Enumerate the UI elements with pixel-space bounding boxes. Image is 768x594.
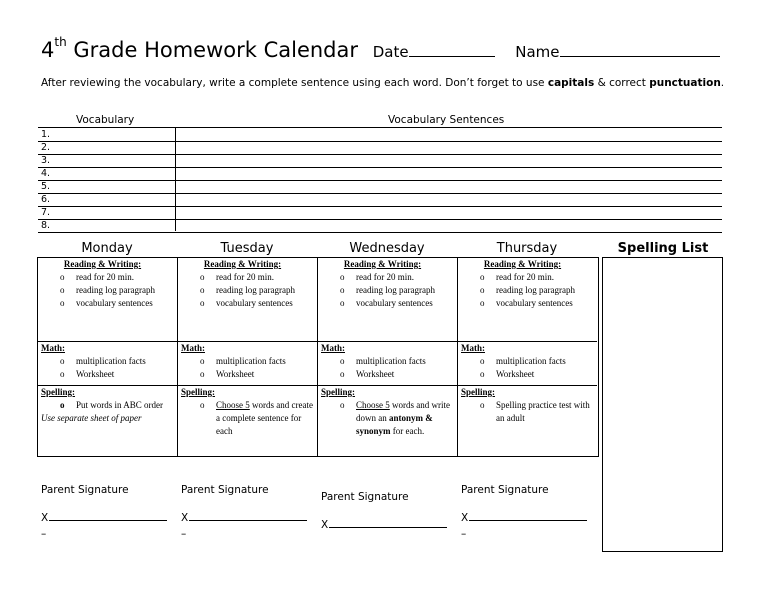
list-item: o multiplication facts — [340, 355, 457, 368]
row-number: 8. — [41, 220, 51, 231]
list-item: o read for 20 min. — [480, 271, 597, 284]
item-text: words and write down an — [356, 400, 450, 423]
spelling-label: Spelling: — [321, 387, 356, 397]
signature-field[interactable] — [329, 516, 447, 528]
vocab-row[interactable] — [38, 206, 722, 220]
math-label: Math: — [461, 343, 485, 353]
homework-calendar — [37, 257, 599, 457]
row-number: 3. — [41, 155, 51, 166]
reading-section — [318, 258, 457, 342]
reading-section — [178, 258, 317, 342]
vocab-row[interactable] — [38, 193, 722, 207]
wednesday-column — [318, 258, 458, 456]
reading-label: Reading & Writing: — [483, 259, 562, 269]
signature-dash: – — [41, 528, 47, 540]
day-header-monday: Monday — [81, 241, 133, 256]
list-item: o reading log paragraph — [60, 284, 177, 297]
math-label: Math: — [321, 343, 345, 353]
list-item: o Spelling practice test with an adult — [480, 399, 597, 425]
parent-signature-wednesday — [321, 491, 447, 531]
spelling-section — [458, 386, 597, 456]
signature-label: Parent Signature — [181, 484, 269, 496]
spelling-section — [318, 386, 457, 456]
title-text: Grade Homework Calendar — [66, 38, 359, 62]
vocab-row[interactable] — [38, 180, 722, 194]
signature-field[interactable] — [49, 509, 167, 521]
signature-x: X — [181, 512, 189, 524]
name-label: Name — [515, 43, 560, 61]
page-title — [41, 35, 720, 62]
signature-label: Parent Signature — [461, 484, 549, 496]
spelling-label: Spelling: — [41, 387, 76, 397]
parent-signature-tuesday — [181, 484, 307, 540]
row-number: 4. — [41, 168, 51, 179]
spelling-label: Spelling: — [181, 387, 216, 397]
date-field[interactable] — [409, 40, 495, 57]
list-item: o read for 20 min. — [60, 271, 177, 284]
list-item: o Worksheet — [340, 368, 457, 381]
vocabulary-header: Vocabulary — [76, 114, 135, 126]
instructions-text-3: . — [720, 77, 725, 89]
list-item: o multiplication facts — [200, 355, 317, 368]
list-item: o reading log paragraph — [480, 284, 597, 297]
vocab-row[interactable] — [38, 127, 722, 142]
signature-dash: – — [461, 528, 467, 540]
math-label: Math: — [41, 343, 65, 353]
row-number: 2. — [41, 142, 51, 153]
row-number: 7. — [41, 207, 51, 218]
list-item: o vocabulary sentences — [60, 297, 177, 310]
signature-field[interactable] — [469, 509, 587, 521]
underlined-text: Choose 5 — [216, 400, 250, 410]
list-item: o Worksheet — [200, 368, 317, 381]
vocab-row[interactable] — [38, 167, 722, 181]
reading-section — [38, 258, 177, 342]
row-number: 5. — [41, 181, 51, 192]
spelling-label: Spelling: — [461, 387, 496, 397]
list-item: o vocabulary sentences — [340, 297, 457, 310]
parent-signature-monday — [41, 484, 167, 540]
instructions — [41, 76, 727, 90]
signature-x: X — [461, 512, 469, 524]
list-item: o multiplication facts — [60, 355, 177, 368]
item-text: for each. — [390, 426, 425, 436]
monday-column — [38, 258, 178, 456]
day-header-thursday: Thursday — [496, 241, 558, 256]
list-item: o read for 20 min. — [200, 271, 317, 284]
list-item: o vocabulary sentences — [200, 297, 317, 310]
spelling-section — [38, 386, 177, 456]
instructions-bold-capitals: capitals — [547, 77, 595, 89]
math-label: Math: — [181, 343, 205, 353]
signature-dash: – — [181, 528, 187, 540]
list-item: o vocabulary sentences — [480, 297, 597, 310]
list-item — [200, 399, 317, 438]
underlined-text: Choose 5 — [356, 400, 390, 410]
signature-x: X — [41, 512, 49, 524]
spelling-section — [178, 386, 317, 456]
math-section — [38, 342, 177, 386]
reading-label: Reading & Writing: — [63, 259, 142, 269]
reading-label: Reading & Writing: — [343, 259, 422, 269]
instructions-bold-punctuation: punctuation — [649, 77, 721, 89]
row-number: 6. — [41, 194, 51, 205]
instructions-text-2: & correct — [594, 77, 650, 89]
vocabulary-sentences-header: Vocabulary Sentences — [388, 114, 505, 126]
signature-line[interactable] — [321, 516, 447, 531]
signature-line[interactable] — [461, 509, 587, 524]
list-item: o multiplication facts — [480, 355, 597, 368]
math-section — [318, 342, 457, 386]
spelling-note: Use separate sheet of paper — [41, 413, 142, 423]
list-item: o Put words in ABC order — [60, 399, 177, 412]
day-header-tuesday: Tuesday — [220, 241, 274, 256]
signature-line[interactable] — [41, 509, 167, 524]
spelling-list-title: Spelling List — [617, 241, 709, 256]
signature-x: X — [321, 519, 329, 531]
vocab-row[interactable] — [38, 141, 722, 155]
day-header-wednesday: Wednesday — [349, 241, 425, 256]
reading-section — [458, 258, 597, 342]
column-divider — [175, 127, 176, 231]
list-item: o read for 20 min. — [340, 271, 457, 284]
row-number: 1. — [41, 129, 51, 140]
list-item: o Worksheet — [60, 368, 177, 381]
instructions-text-1: After reviewing the vocabulary, write a complete sentence using each word. Don’t forget to use — [41, 77, 548, 89]
math-section — [178, 342, 317, 386]
signature-line[interactable] — [181, 509, 307, 524]
list-item — [340, 399, 457, 438]
thursday-column — [458, 258, 597, 456]
signature-label: Parent Signature — [321, 491, 409, 503]
date-label: Date — [372, 43, 409, 61]
list-item: o Worksheet — [480, 368, 597, 381]
vocab-row[interactable] — [38, 154, 722, 168]
reading-label: Reading & Writing: — [203, 259, 282, 269]
list-item: o reading log paragraph — [340, 284, 457, 297]
spelling-list-box[interactable] — [602, 257, 723, 552]
title-number: 4 — [41, 38, 55, 62]
math-section — [458, 342, 597, 386]
title-suffix: th — [54, 35, 67, 49]
tuesday-column — [178, 258, 318, 456]
signature-field[interactable] — [189, 509, 307, 521]
item-text: words and create a complete sentence for each — [216, 400, 313, 436]
vocab-row[interactable] — [38, 219, 722, 233]
parent-signature-thursday — [461, 484, 587, 540]
name-field[interactable] — [560, 40, 720, 57]
list-item: o reading log paragraph — [200, 284, 317, 297]
signature-label: Parent Signature — [41, 484, 129, 496]
bold-text: antonym & synonym — [356, 413, 433, 436]
